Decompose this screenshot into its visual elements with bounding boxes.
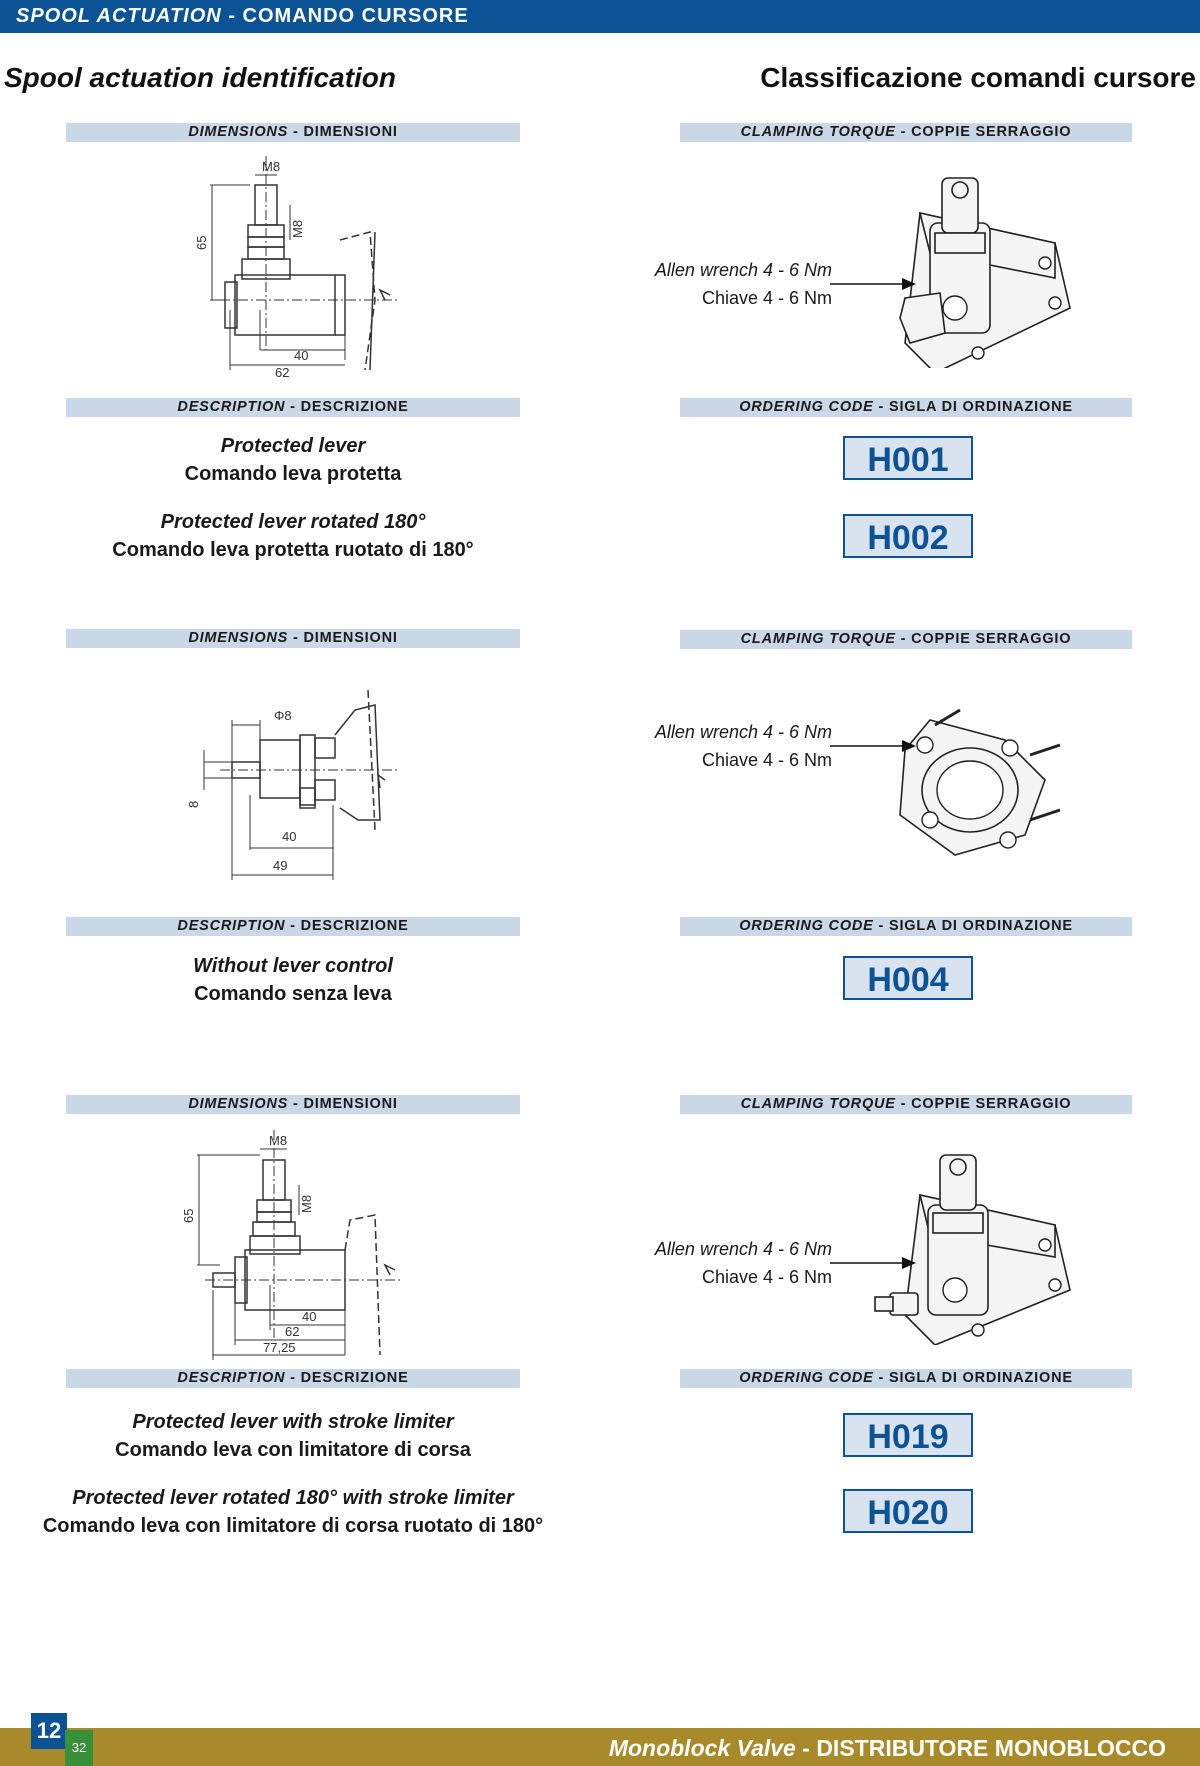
description-bar: DESCRIPTION - DESCRIZIONE (66, 398, 520, 417)
actuator-photo-3 (830, 1145, 1090, 1345)
dimensions-bar: DIMENSIONS - DIMENSIONI (66, 1095, 520, 1114)
dim-label-d1: 40 (282, 829, 297, 844)
dimensions-bar: DIMENSIONS - DIMENSIONI (66, 629, 520, 648)
torque-text-3: Allen wrench 4 - 6 Nm Chiave 4 - 6 Nm (654, 1239, 832, 1287)
clamping-torque-bar: CLAMPING TORQUE - COPPIE SERRAGGIO (680, 1095, 1132, 1114)
ordering-code-badge: H019 (843, 1413, 973, 1457)
page-number: 12 (31, 1713, 67, 1749)
dimension-drawing-3 (175, 1125, 410, 1360)
ordering-code-badge: H002 (843, 514, 973, 558)
dim-label-d3: 77,25 (263, 1340, 296, 1355)
footer-title: Monoblock Valve - DISTRIBUTORE MONOBLOCCO (608, 1735, 1166, 1761)
description-item: Without lever control Comando senza leva (193, 955, 393, 1005)
top-banner-title: SPOOL ACTUATION - COMANDO CURSORE (16, 5, 469, 27)
torque-text-2: Allen wrench 4 - 6 Nm Chiave 4 - 6 Nm (654, 722, 832, 770)
flange-photo (830, 690, 1090, 870)
description-bar: DESCRIPTION - DESCRIZIONE (66, 917, 520, 936)
description-bar: DESCRIPTION - DESCRIZIONE (66, 1369, 520, 1388)
actuator-photo-1 (830, 168, 1090, 368)
page-number-secondary: 32 (65, 1730, 93, 1766)
description-item: Protected lever with stroke limiter Comando leva con limitatore di corsa (115, 1411, 471, 1461)
clamping-torque-bar: CLAMPING TORQUE - COPPIE SERRAGGIO (680, 123, 1132, 142)
dim-label-d1: 40 (302, 1309, 317, 1324)
dim-label-top: M8 (269, 1133, 288, 1148)
ordering-code-bar: ORDERING CODE - SIGLA DI ORDINAZIONE (680, 398, 1132, 417)
dim-label-height: 65 (181, 1208, 196, 1223)
dimensions-bar: DIMENSIONS - DIMENSIONI (66, 123, 520, 142)
ordering-code-bar: ORDERING CODE - SIGLA DI ORDINAZIONE (680, 917, 1132, 936)
dim-label-side: M8 (299, 1194, 314, 1213)
dim-label-height: 65 (194, 235, 209, 250)
dim-label-d2: 62 (275, 365, 290, 380)
footer-bar (0, 1728, 1200, 1766)
dim-label-top: Φ8 (274, 708, 292, 723)
heading-english: Spool actuation identification (4, 62, 396, 93)
dimension-drawing-2 (180, 680, 410, 880)
top-banner (0, 0, 1200, 33)
ordering-code-badge: H001 (843, 436, 973, 480)
clamping-torque-bar: CLAMPING TORQUE - COPPIE SERRAGGIO (680, 630, 1132, 649)
dim-label-height: 8 (186, 800, 201, 808)
ordering-code-badge: H020 (843, 1489, 973, 1533)
dim-label-d1: 40 (294, 348, 309, 363)
ordering-code-badge: H004 (843, 956, 973, 1000)
ordering-code-bar: ORDERING CODE - SIGLA DI ORDINAZIONE (680, 1369, 1132, 1388)
description-item: Protected lever rotated 180° Comando leva protetta ruotato di 180° (112, 511, 474, 561)
description-item: Protected lever rotated 180° with stroke limiter Comando leva con limitatore di corsa ruotato di 180° (42, 1487, 544, 1537)
torque-text-1: Allen wrench 4 - 6 Nm Chiave 4 - 6 Nm (654, 260, 832, 308)
dim-label-d2: 62 (285, 1324, 300, 1339)
heading-italian: Classificazione comandi cursore (760, 62, 1196, 93)
dim-label-top: M8 (262, 159, 281, 174)
description-item: Protected lever Comando leva protetta (184, 435, 402, 485)
dim-label-d2: 49 (273, 858, 288, 873)
dimension-drawing-1 (190, 150, 410, 380)
dim-label-side: M8 (290, 219, 305, 238)
